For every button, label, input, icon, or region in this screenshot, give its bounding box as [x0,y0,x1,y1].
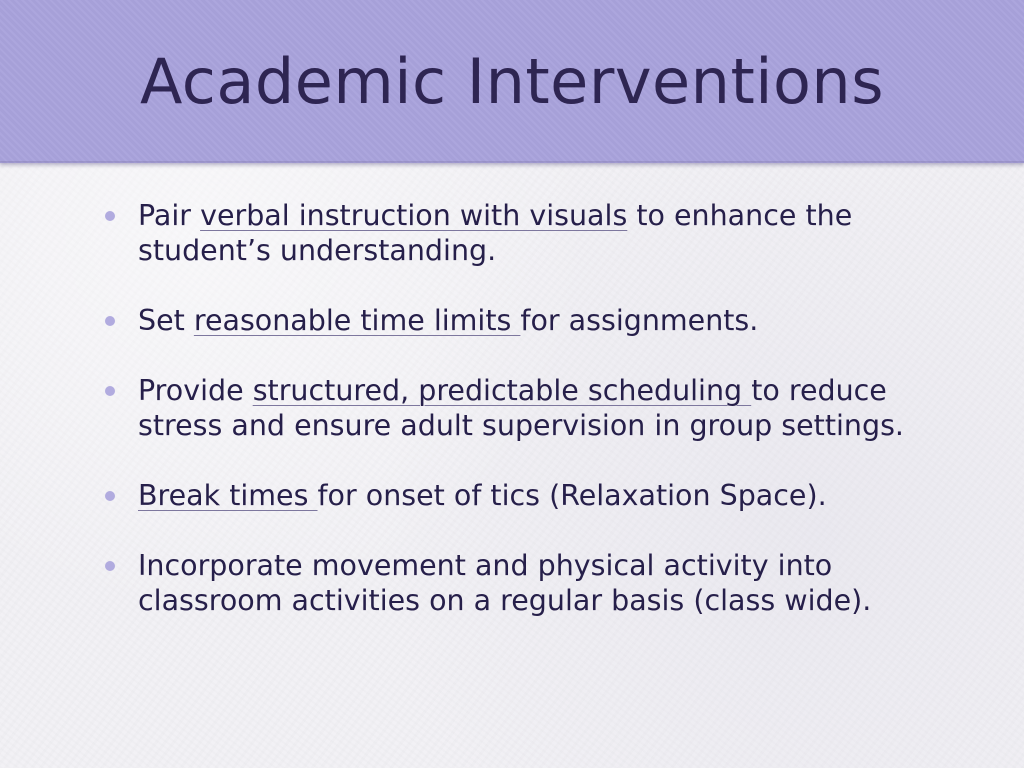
bullet-text-after: for assignments. [520,304,759,337]
bullet-text-underlined: structured, predictable scheduling [252,374,752,407]
bullet-list [104,198,964,653]
bullet-text-after: Incorporate movement and physical activity into classroom activities on a regular basis (class wide). [138,549,872,617]
bullet-item [104,478,964,513]
bullet-text-before: Set [138,304,194,337]
bullet-item [104,373,964,443]
bullet-icon [105,491,115,501]
bullet-item [104,548,964,618]
bullet-text-after: to enhance the student’s understanding. [138,199,853,267]
bullet-icon [105,316,115,326]
slide-title: Academic Interventions [139,45,885,118]
bullet-text-before: Provide [138,374,253,407]
bullet-item [104,303,964,338]
bullet-text-after: to reduce stress and ensure adult supervision in group settings. [138,374,904,442]
title-band [0,0,1024,163]
bullet-icon [105,386,115,396]
bullet-icon [105,211,115,221]
bullet-text-before: Pair [138,199,201,232]
bullet-text-underlined: verbal instruction with visuals [200,199,628,232]
bullet-item [104,198,964,268]
bullet-text-after: for onset of tics (Relaxation Space). [317,479,827,512]
bullet-text-underlined: reasonable time limits [193,304,521,337]
bullet-icon [105,561,115,571]
bullet-text-underlined: Break times [138,479,318,512]
